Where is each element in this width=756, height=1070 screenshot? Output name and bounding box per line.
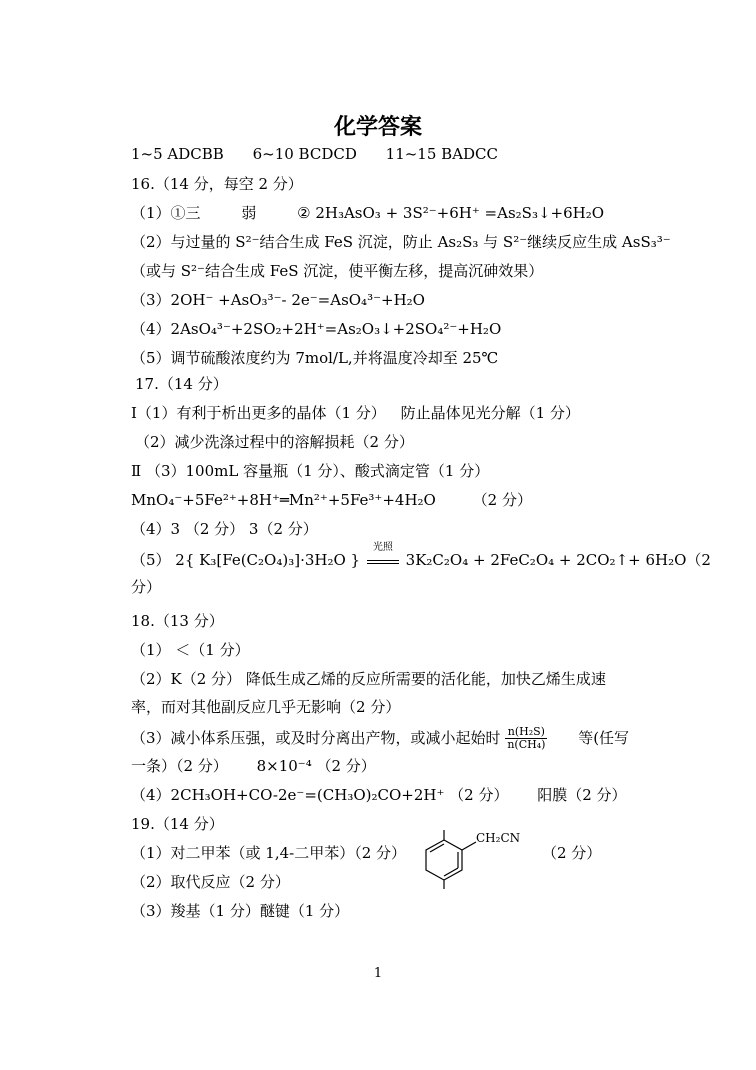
q17-4 [131, 519, 318, 539]
q17-4-a: （4）3 （2 分） 3（2 分） [131, 520, 318, 538]
q18-1: （1） ＜（1 分） [131, 641, 250, 659]
q18-3-cont [131, 756, 376, 776]
q17-1-b: 防止晶体见光分解（1 分） [400, 404, 580, 422]
q16-1-b: 弱 [241, 204, 257, 222]
q17-5 [131, 542, 711, 571]
q18-4-a: （4）2CH₃OH+CO-2e⁻=(CH₃O)₂CO+2H⁺ （2 分） [131, 786, 509, 804]
q17-3 [131, 461, 489, 481]
q18-3-a: （3）减小体系压强，或及时分离出产物，或减小起始时 [131, 728, 501, 747]
page-number: 1 [373, 966, 383, 981]
q16-5: （5）调节硫酸浓度约为 7mol/L,并将温度冷却至 25℃ [131, 349, 499, 367]
q17-5-b: 3K₂C₂O₄ + 2FeC₂O₄ + 2CO₂↑+ 6H₂O（2 [405, 551, 711, 569]
benzene-ring [426, 840, 462, 880]
q17-5-a: （5） 2{ K₃[Fe(C₂O₄)₃]·3H₂O } [131, 551, 361, 569]
q16-1 [131, 203, 604, 223]
q17-equation [131, 490, 532, 510]
q18-4 [131, 785, 627, 805]
ratio-fraction [505, 726, 547, 751]
q17-eq-b: （2 分） [472, 491, 532, 509]
q19-1 [131, 843, 602, 863]
q17-heading: 17.（14 分） [135, 375, 228, 393]
q17-5-cont: 分） [131, 578, 162, 596]
q16-1-c: ② 2H₃AsO₃ + 3S²⁻+6H⁺ =As₂S₃↓+6H₂O [297, 204, 605, 222]
q19-heading: 19.（14 分） [131, 815, 224, 833]
q18-2-line2: 率，而对其他副反应几乎无影响（2 分） [131, 698, 401, 716]
q16-heading: 16.（14 分，每空 2 分） [131, 175, 303, 193]
page-title: 化学答案 [333, 114, 422, 140]
molecule-label: CH₂CN [476, 831, 521, 845]
mc-6-10: 6~10 BCDCD [252, 145, 357, 163]
q16-2-line2: （或与 S²⁻结合生成 FeS 沉淀，使平衡左移，提高沉砷效果） [131, 262, 544, 280]
q16-4: （4）2AsO₄³⁻+2SO₂+2H⁺=As₂O₃↓+2SO₄²⁻+H₂O [131, 320, 502, 338]
mc-11-15: 11~15 BADCC [385, 145, 499, 163]
q16-2-line1: （2）与过量的 S²⁻结合生成 FeS 沉淀，防止 As₂S₃ 与 S²⁻继续反应生成 AsS₃³⁻ [131, 233, 671, 251]
q18-3 [131, 726, 629, 751]
q17-3-a: Ⅱ （3）100mL 容量瓶（1 分）、酸式滴定管（1 分） [131, 462, 490, 480]
q18-2-line1: （2）K（2 分） 降低生成乙烯的反应所需要的活化能，加快乙烯生成速 [131, 670, 606, 688]
reaction-condition: 光照 [372, 542, 393, 553]
fraction-denominator: n(CH₄) [507, 738, 546, 751]
q16-3: （3）2OH⁻ +AsO₃³⁻- 2e⁻=AsO₄³⁻+H₂O [131, 291, 425, 309]
q19-1-b: （2 分） [542, 844, 602, 862]
q17-2: （2）减少洗涤过程中的溶解损耗（2 分） [135, 433, 414, 451]
q18-3-cont-a: 一条）（2 分） [131, 757, 228, 775]
fraction-numerator: n(H₂S) [505, 726, 547, 739]
q17-eq-a: MnO₄⁻+5Fe²⁺+8H⁺═Mn²⁺+5Fe³⁺+4H₂O [131, 491, 436, 509]
mc-1-5: 1~5 ADCBB [131, 145, 224, 163]
q18-4-b: 阳膜（2 分） [537, 786, 627, 804]
molecule-structure-image [420, 828, 530, 890]
q17-1 [131, 403, 580, 423]
q18-3-b: 等(任写 [578, 728, 630, 747]
q19-1-a: （1）对二甲苯（或 1,4-二甲苯）（2 分） [131, 844, 407, 862]
answer-row-mc [131, 144, 498, 164]
q18-3-cont-b: 8×10⁻⁴ （2 分） [256, 757, 376, 775]
reaction-arrow [365, 542, 401, 571]
q19-2: （2）取代反应（2 分） [131, 873, 290, 891]
q17-1-a: Ⅰ（1）有利于析出更多的晶体（1 分） [131, 404, 386, 422]
q19-3: （3）羧基（1 分）醚键（1 分） [131, 902, 350, 920]
q18-heading: 18.（13 分） [131, 612, 224, 630]
q16-1-a: （1）①三 [131, 204, 201, 222]
